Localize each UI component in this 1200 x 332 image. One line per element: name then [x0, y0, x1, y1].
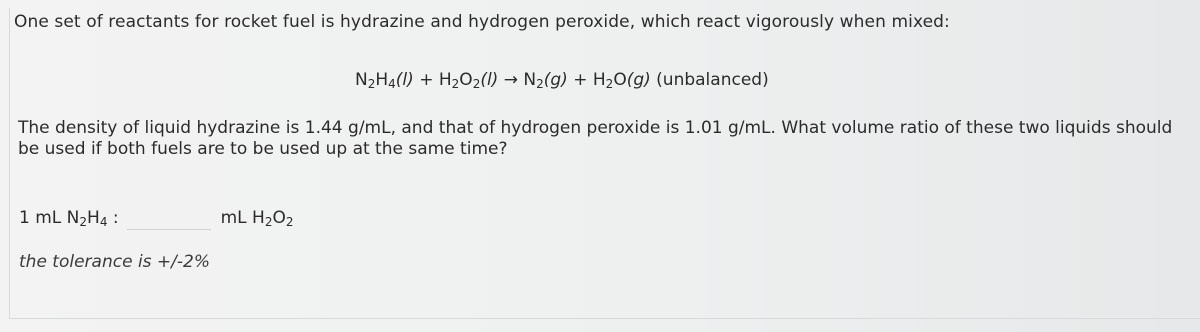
- eq-sub: 2: [472, 77, 481, 91]
- problem-intro: One set of reactants for rocket fuel is hydrazine and hydrogen peroxide, which react vigorously when mixed:: [14, 12, 950, 32]
- eq-sub: 2: [451, 77, 460, 91]
- eq-plus: +: [567, 70, 593, 90]
- answer-left-prefix: 1 mL N: [19, 208, 80, 228]
- eq-hydrazine-h: H: [375, 70, 389, 90]
- eq-state: (g): [626, 70, 651, 90]
- volume-ratio-input[interactable]: [127, 207, 211, 230]
- answer-left-label: [19, 208, 119, 229]
- answer-sub: 2: [285, 215, 294, 229]
- eq-peroxide-o: O: [459, 70, 473, 90]
- eq-arrow: →: [498, 70, 524, 90]
- eq-peroxide-h: H: [438, 70, 452, 90]
- eq-sub: 2: [605, 77, 614, 91]
- answer-sub: 4: [99, 215, 108, 229]
- answer-sub: 2: [264, 215, 273, 229]
- eq-sub: 4: [388, 77, 396, 91]
- answer-sub: 2: [79, 215, 88, 229]
- eq-water-o: O: [613, 70, 627, 90]
- answer-right-prefix: mL H: [220, 208, 265, 228]
- eq-plus: +: [413, 70, 439, 90]
- eq-state: (l): [480, 70, 499, 90]
- chemical-equation: [355, 70, 769, 91]
- eq-nitrogen-n: N: [523, 70, 537, 90]
- answer-left-suffix: :: [107, 208, 119, 228]
- eq-sub: 2: [536, 77, 544, 91]
- eq-sub: 2: [367, 77, 376, 91]
- eq-hydrazine-n: N: [355, 70, 368, 90]
- answer-row: [19, 207, 293, 230]
- eq-note: (unbalanced): [650, 70, 769, 90]
- eq-state: (g): [543, 70, 568, 90]
- answer-left-mid: H: [87, 208, 100, 228]
- question-panel: [9, 8, 1200, 319]
- eq-water-h: H: [592, 70, 606, 90]
- question-text: The density of liquid hydrazine is 1.44 g/mL, and that of hydrogen peroxide is 1.01 g/mL. What volume ratio of these two liquids should be used if both fuels are to be used up at the same time?: [18, 118, 1173, 159]
- answer-right-label: [221, 208, 294, 229]
- answer-right-mid: O: [272, 208, 286, 228]
- eq-state: (l): [395, 70, 414, 90]
- tolerance-note: the tolerance is +/-2%: [19, 252, 211, 272]
